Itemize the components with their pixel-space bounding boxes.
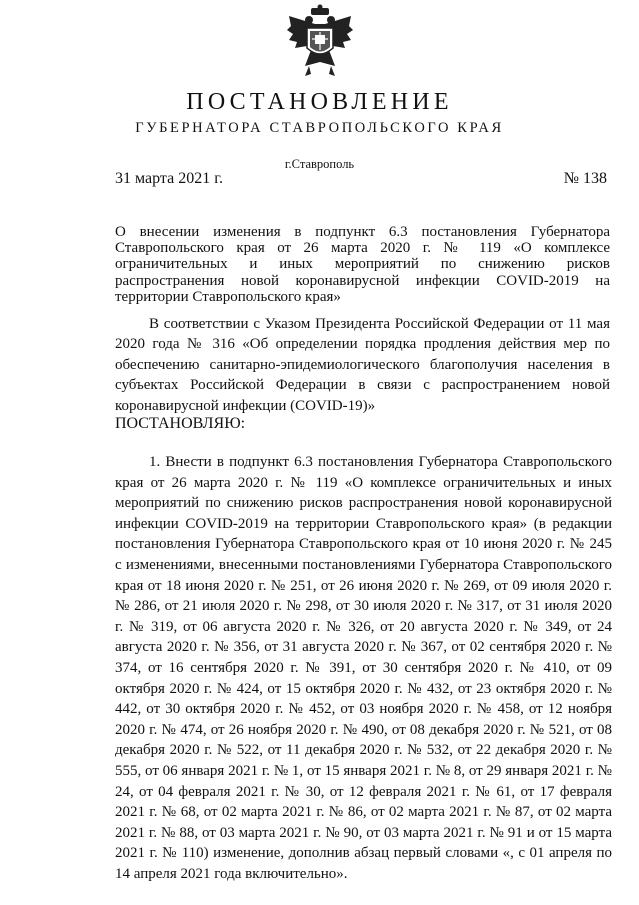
decree-item-1: 1. Внести в подпункт 6.3 постановления Губернатора Ставропольского края от 26 марта 2020 г. № 119 «О комплексе ограничительных и иных мероприятий по снижению рисков распространения новой коронавирусной инфекции COVID-2019 на территории Ставропольского края» (в редакции постановления Губернатора Ставропольского края от 10 июня 2020 г. № 245 с изменениями, внесенными постановлениями Губернатора Ставропольского края от 18 июня 2020 г. № 251, от 26 июня 2020 г. № 269, от 09 июля 2020 г. № 286, от 21 июля 2020 г. № 298, от 30 июля 2020 г. № 317, от 31 июля 2020 г. № 319, от 06 августа 2020 г. № 326, от 20 августа 2020 г. № 349, от 24 августа 2020 г. № 356, от 31 августа 2020 г. № 367, от 02 сентября 2020 г. № 374, от 16 сентября 2020 г. № 391, от 30 сентября 2020 г. № 410, от 09 октября 2020 г. № 424, от 15 октября 2020 г. № 432, от 23 октября 2020 г. № 442, от 30 октября 2020 г. № 452, от 03 ноября 2020 г. № 458, от 12 ноября 2020 г. № 474, от 26 ноября 2020 г. № 490, от 08 декабря 2020 г. № 521, от 08 декабря 2020 г. № 522, от 11 декабря 2020 г. № 532, от 22 декабря 2020 г. № 555, от 06 января 2021 г. № 1, от 15 января 2021 г. № 8, от 29 января 2021 г. № 24, от 04 февраля 2021 г. № 30, от 12 февраля 2021 г. № 61, от 17 февраля 2021 г. № 68, от 02 марта 2021 г. № 86, от 02 марта 2021 г. № 87, от 02 марта 2021 г. № 88, от 03 марта 2021 г. № 90, от 03 марта 2021 г. № 91 и от 15 марта 2021 г. № 110) изменение, дополнив абзац первый словами «, с 01 апреля по 14 апреля 2021 года включительно».	[115, 454, 612, 882]
document-preamble: В соответствии с Указом Президента Российской Федерации от 11 мая 2020 года № 316 «Об определении порядка продления действия мер по обеспечению санитарно-эпидемиологического благополучия населения в субъектах Российской Федерации в связи с распространением новой коронавирусной инфекции (COVID-19)»	[115, 316, 610, 414]
document-subject: О внесении изменения в подпункт 6.3 постановления Губернатора Ставропольского края от 26 марта 2020 г. № 119 «О комплексе ограничительных и иных мероприятий по снижению рисков распространения новой коронавирусной инфекции COVID-2019 на территории Ставропольского края»	[115, 224, 610, 305]
decree-heading: ПОСТАНОВЛЯЮ:	[115, 415, 246, 432]
document-date: 31 марта 2021 г.	[115, 170, 223, 187]
document-city: г.Ставрополь	[284, 157, 355, 171]
document-number: № 138	[563, 170, 607, 187]
document-title: ПОСТАНОВЛЕНИЕ	[186, 89, 453, 115]
coat-of-arms-icon	[285, 4, 355, 82]
document-subtitle: ГУБЕРНАТОРА СТАВРОПОЛЬСКОГО КРАЯ	[135, 120, 504, 136]
